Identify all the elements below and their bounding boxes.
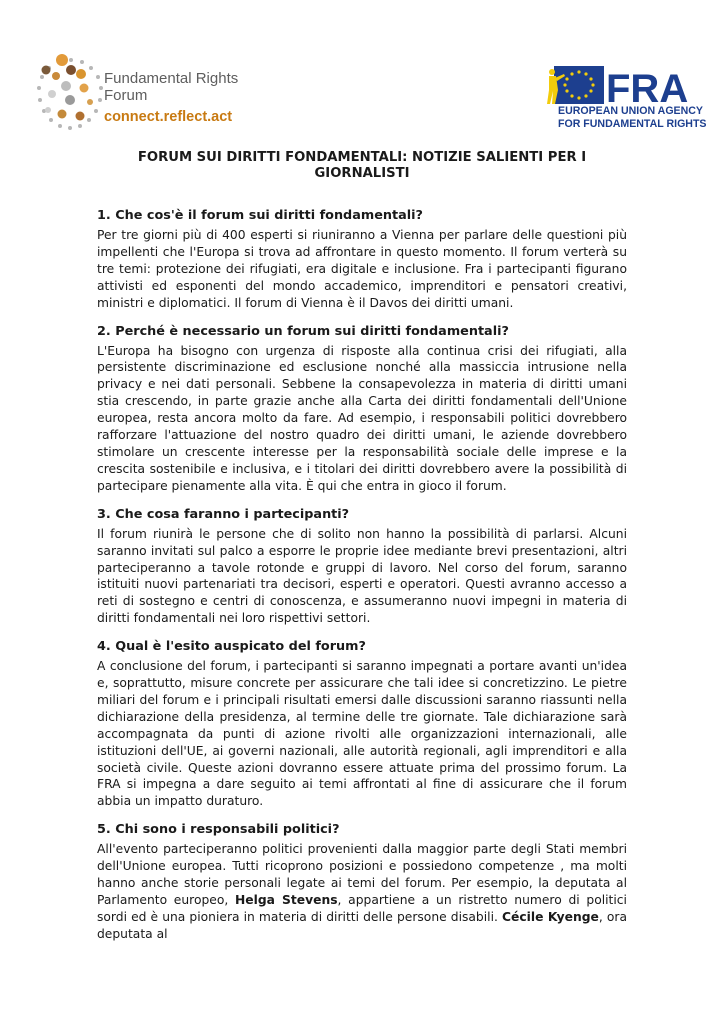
section-heading: 2. Perché è necessario un forum sui diritti fondamentali? — [97, 323, 509, 339]
fra-agency-line2: FOR FUNDAMENTAL RIGHTS — [558, 117, 707, 130]
fra-agency-line1: EUROPEAN UNION AGENCY — [558, 105, 703, 117]
section-paragraph — [97, 841, 627, 942]
section-5 — [97, 822, 627, 942]
section-heading: 4. Qual è l'esito auspicato del forum? — [97, 639, 366, 655]
eu-flag-icon — [546, 64, 698, 108]
section-heading: 3. Che cosa faranno i partecipanti? — [97, 506, 350, 522]
section-paragraph: L'Europa ha bisogno con urgenza di risposte alla continua crisi dei rifugiati, alla persistente discriminazione ed esclusione nonché alla massiccia intrusione nella privacy e nei dati personali. Sebbene la consapevolezza in materia di diritti umani stia crescendo, in parte grazie anche alla Carta dei diritti fondamentali dell'Unione europea, resta ancora molto da fare. Ad esempio, i responsabili politici dovrebbero rafforzare l'attuazione del nostro quadro dei diritti umani, le aziende dovrebbero stimolare un crescente interesse per la responsabilità sociale delle imprese e la crescita sostenibile e inclusiva, e i titolari dei diritti dovrebbero avere la possibilità di partecipare pienamente alla vita. È qui che entra in gioco il forum. — [97, 343, 627, 493]
person-name-cecile-kyenge: Cécile Kyenge — [502, 909, 599, 924]
section-paragraph: Per tre giorni più di 400 esperti si riuniranno a Vienna per parlare delle questioni più impellenti che l'Europa si trova ad affrontare in questo momento. Il forum verterà su tre temi: protezione dei rifugiati, era digitale e inclusione. Fra i partecipanti figurano attivisti ed esponenti del mondo accademico, imprenditori e pensatori creativi, ministri e diplomatici. Il forum di Vienna è il Davos dei diritti umani. — [97, 228, 627, 310]
document-title — [100, 150, 624, 182]
fundamental-rights-forum-logo-icon — [26, 54, 116, 142]
forum-name-line2: Forum — [104, 87, 148, 104]
section-1 — [97, 208, 627, 312]
fra-acronym: FRA — [606, 67, 689, 108]
document-body — [97, 208, 627, 955]
paragraph-text: All'evento parteciperanno politici provenienti dalla maggior parte degli Stati membri dell'Unione europea. Tutti ricoprono posizioni e possiedono competenze , ma molti hanno anche storie personali legate ai temi del forum. Per esempio, la deputata al Parlamento europeo, — [97, 842, 627, 907]
section-3 — [97, 507, 627, 627]
section-heading: 5. Chi sono i responsabili politici? — [97, 822, 340, 838]
forum-logo-text — [104, 70, 238, 126]
forum-tagline: connect.reflect.act — [104, 109, 233, 125]
fra-logo — [546, 64, 707, 132]
forum-name-line1: Fundamental Rights — [104, 70, 239, 87]
section-paragraph: Il forum riunirà le persone che di solito non hanno la possibilità di parlarsi. Alcuni saranno invitati sul palco a esporre le proprie idee mediante brevi presentazioni, altri parteciperanno a tavole rotonde e gruppi di lavoro. Nel corso del forum, saranno istituiti nuovi partenariati tra decisori, esperti e operatori. Questi avranno accesso a reti di sostegno e centri di conoscenza, e assumeranno nuovi impegni in materia di diritti fondamentali nei loro rispettivi settori. — [97, 526, 627, 626]
fra-agency-name — [558, 105, 707, 130]
section-2 — [97, 324, 627, 495]
section-4 — [97, 639, 627, 810]
document-title-line2: GIORNALISTI — [314, 166, 410, 181]
section-paragraph: A conclusione del forum, i partecipanti si saranno impegnati a portare avanti un'idea e, soprattutto, misure concrete per assicurare che tali idee si concretizzino. Le pietre miliari del forum e i principali risultati emersi dalle discussioni saranno riassunti nella dichiarazione della presidenza, al termine delle tre giornate. Tale dichiarazione sarà accompagnata da punti di azione rivolti alle organizzazioni internazionali, alle istituzioni dell'UE, ai governi nazionali, alle autorità regionali, agli imprenditori e alla società civile. Queste azioni dovranno essere attuate prima del prossimo forum. La FRA si impegna a dare seguito ai temi affrontati al fine di assicurare che il forum abbia un impatto duraturo. — [97, 659, 627, 809]
page-header — [0, 0, 724, 140]
paragraph-text: , ora deputata al — [97, 909, 628, 941]
person-name-helga-stevens: Helga Stevens — [235, 893, 338, 907]
paragraph-text: , appartiene a un ristretto numero di politici sordi ed è una pioniera in materia di diritti delle persone disabili. — [97, 893, 627, 924]
document-title-line1: FORUM SUI DIRITTI FONDAMENTALI: NOTIZIE SALIENTI PER I — [137, 150, 587, 165]
section-heading: 1. Che cos'è il forum sui diritti fondamentali? — [97, 208, 423, 223]
